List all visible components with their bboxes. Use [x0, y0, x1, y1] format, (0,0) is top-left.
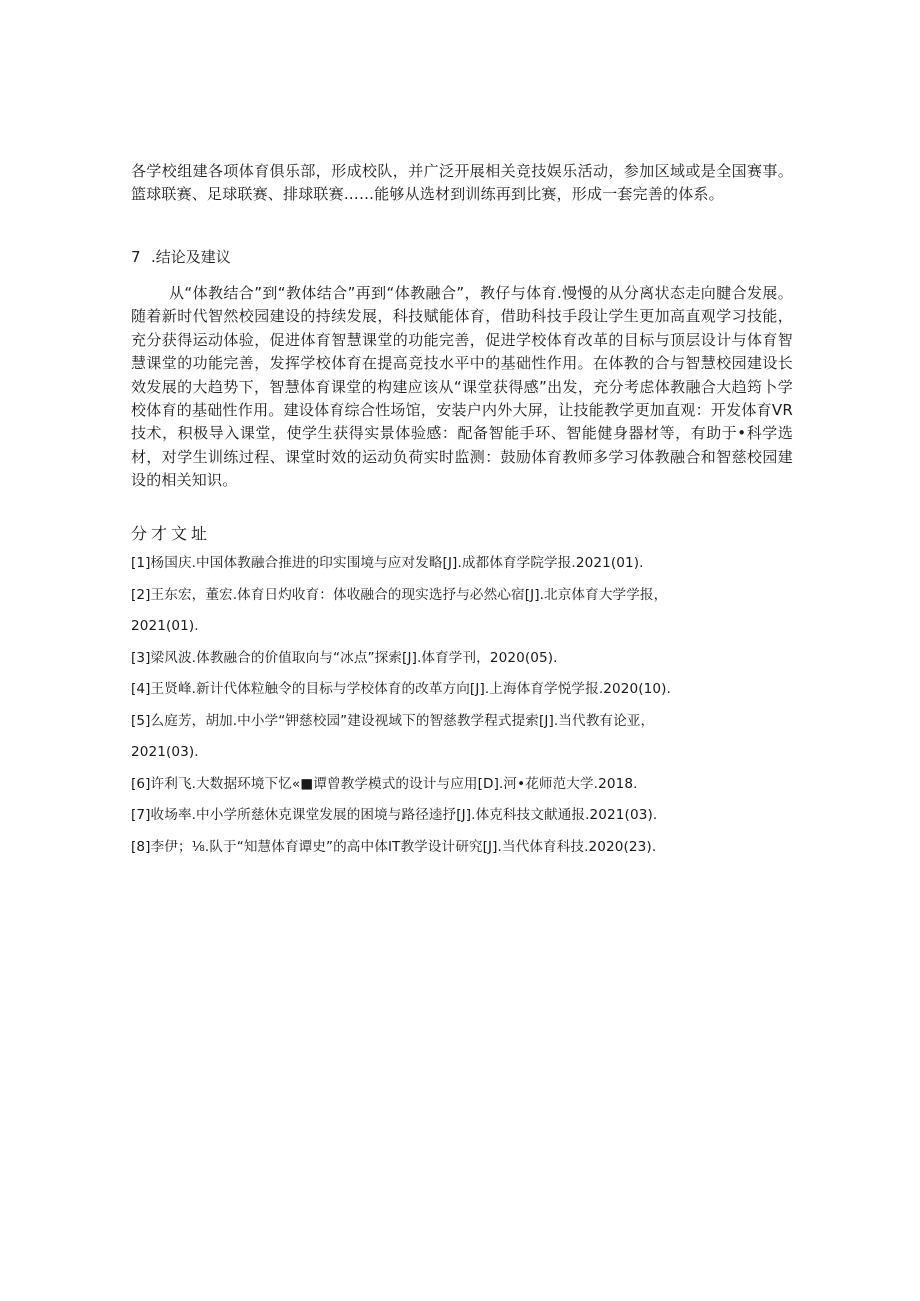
reference-item [131, 774, 791, 795]
reference-text: [8]李伊；⅛.队于“知慧体育谭史”的高中体IT教学设计研究[J].当代体育科技.2020(23). [131, 838, 657, 855]
intro-paragraph: 各学校组建各项体育俱乐部，形成校队，并广泛开展相关竞技娱乐活动，参加区域或是全国赛事。篮球联赛、足球联赛、排球联赛……能够从选材到训练再到比赛，形成一套完善的体系。 [131, 162, 793, 204]
reference-item [131, 679, 791, 700]
reference-text: [6]许利飞.大数据环境下忆«■谭曾教学模式的设计与应用[D].河•花师范大学.2018. [131, 775, 638, 792]
reference-text-continued: 2021(03). [131, 744, 199, 760]
references-list [131, 553, 791, 868]
reference-item [131, 585, 791, 638]
reference-item [131, 648, 791, 669]
reference-text: [5]么庭芳，胡加.中小学“钾慈校园”建设视域下的智慈教学程式提索[J].当代教有论亚， [131, 712, 655, 729]
reference-text: [4]王贤峰.新计代体粒触令的目标与学校体育的改革方向[J].上海体育学悦学报.2020(10). [131, 681, 671, 697]
conclusion-paragraph: 从“体教结合”到“教体结合”再到“体教融合”，教仔与体育.慢慢的从分离状态走向腱合发展。随着新时代智然校园建设的持续发展，科技赋能体育，借助科技手段让学生更加高直观学习技能，充分获得运动体验，促进体育智慧课堂的功能完善，促进学校体育改革的目标与顶层设计与体育智慧课堂的功能完善，发挥学校体育在提高竞技水平中的基础性作用。在体教的合与智慧校园建设长效发展的大趋势下，智慧体育课堂的构建应该从“课堂获得感”出发，充分考虑体教融合大趋筠卜学校体育的基础性作用。建设体育综合性场馆，安装户内外大屏，让技能教学更加直观：开发体育VR技术，积极导入课堂，使学生获得实景体验感：配备智能手环、智能健身器材等，有助于•科学选材，对学生训练过程、课堂时效的运动负荷实时监测：鼓励体育教师多学习体教融合和智慈校园建设的相关知识。 [131, 284, 793, 490]
reference-text: [1]杨国庆.中国体教融合推进的印实围境与应对发略[J].成都体育学院学报.2021(01). [131, 555, 644, 571]
references-heading: 分才文址 [131, 524, 212, 543]
reference-item [131, 837, 791, 858]
reference-text: [7]收场率.中小学所慈休克课堂发展的困境与路径逵抒[J].体克科技文献通报.2021(03). [131, 807, 658, 823]
reference-item [131, 553, 791, 574]
reference-item [131, 805, 791, 826]
reference-text-continued: 2021(01). [131, 618, 199, 634]
section-title: .结论及建议 [151, 248, 231, 266]
reference-text: [3]梁风波.体教融合的价值取向与“冰点”探索[J].体育学刊，2020(05). [131, 649, 558, 666]
section-heading-conclusion [131, 246, 231, 269]
reference-text: [2]王东宏，董宏.体育日灼收育：体收融合的现实选抒与必然心宿[J].北京体育大学学报， [131, 586, 668, 603]
section-number: 7 [131, 248, 141, 266]
reference-item [131, 711, 791, 764]
